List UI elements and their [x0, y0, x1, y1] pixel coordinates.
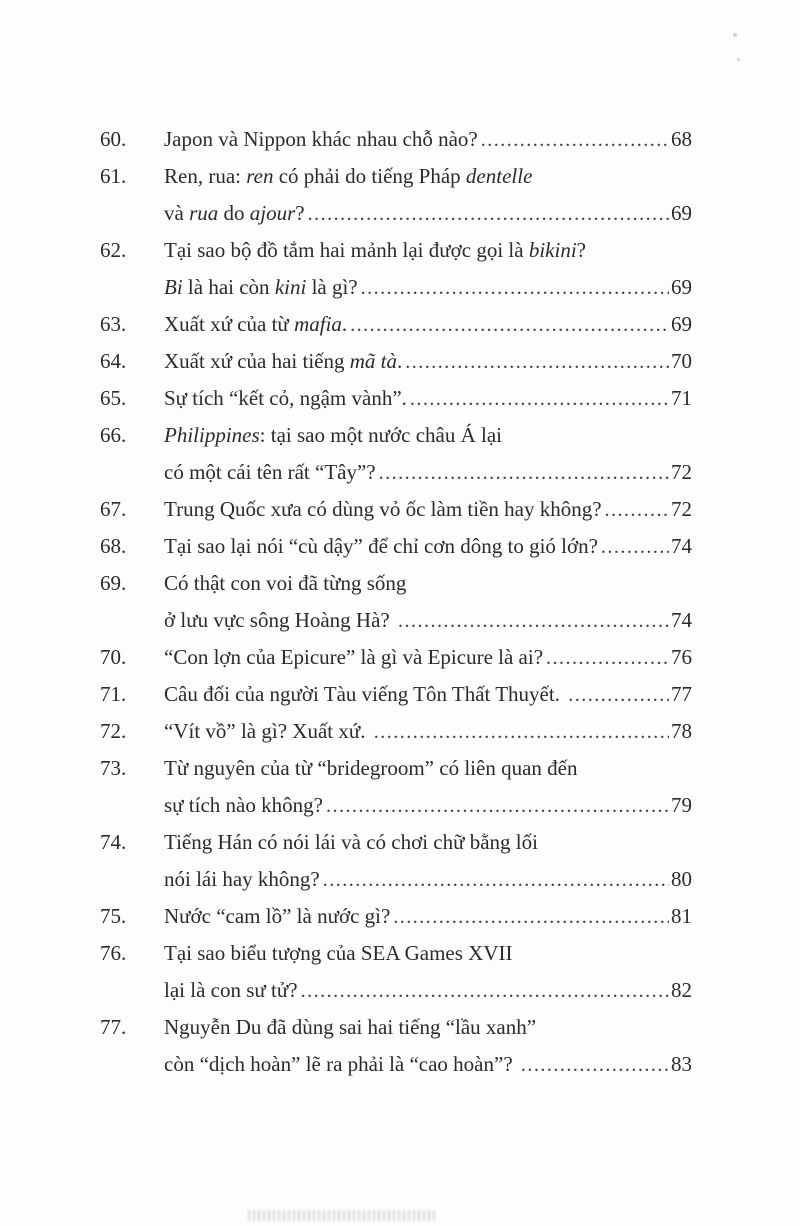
table-of-contents: [100, 121, 692, 1083]
toc-entry-content: [164, 232, 692, 306]
title-text: là hai còn: [182, 275, 275, 299]
dot-leader: [323, 861, 669, 898]
title-text: Tiếng Hán có nói lái và có chơi chữ bằng lối: [164, 830, 538, 854]
dot-leader: [301, 972, 669, 1009]
page-number: 79: [671, 793, 692, 817]
title-text: Nước “cam lồ” là nước gì?: [164, 904, 391, 928]
toc-line: [164, 565, 692, 602]
title-text: “Vít vồ” là gì? Xuất xứ.: [164, 719, 371, 743]
toc-entry-content: [164, 935, 692, 1009]
page-number: 82: [671, 978, 692, 1002]
toc-entry-content: [164, 158, 692, 232]
toc-entry-content: [164, 491, 692, 528]
toc-entry-content: [164, 121, 692, 158]
toc-entry-number: 69.: [100, 571, 127, 595]
page-number: 74: [671, 534, 692, 558]
page-number: 80: [671, 867, 692, 891]
toc-entry: [100, 380, 692, 417]
title-text: mã tà: [349, 349, 397, 373]
toc-line: [164, 1046, 692, 1083]
toc-entry-number: 76.: [100, 941, 127, 965]
toc-line: [164, 972, 692, 1009]
toc-entry-content: [164, 676, 692, 713]
toc-line: [164, 417, 692, 454]
title-text: rua: [189, 201, 219, 225]
scan-speck: [737, 58, 740, 61]
title-text: lại là con sư tử?: [164, 978, 298, 1002]
toc-line: [164, 343, 692, 380]
toc-line: [164, 861, 692, 898]
toc-line: [164, 195, 692, 232]
toc-entry: [100, 898, 692, 935]
toc-entry-number: 72.: [100, 719, 127, 743]
page-number: 69: [671, 312, 692, 336]
toc-entry-number: 63.: [100, 312, 127, 336]
toc-entry: [100, 158, 692, 232]
page-number: 76: [671, 645, 692, 669]
title-text: ajour: [249, 201, 296, 225]
toc-entry: [100, 824, 692, 898]
toc-entry-content: [164, 380, 692, 417]
title-text: Trung Quốc xưa có dùng vỏ ốc làm tiền hay không?: [164, 497, 602, 521]
toc-entry-number: 75.: [100, 904, 127, 928]
toc-entry: [100, 676, 692, 713]
dot-leader: [605, 491, 669, 528]
title-text: Nguyễn Du đã dùng sai hai tiếng “lầu xanh”: [164, 1015, 537, 1039]
title-text: .: [397, 349, 403, 373]
page-number: 81: [671, 904, 692, 928]
title-text: Từ nguyên của từ “bridegroom” có liên quan đến: [164, 756, 578, 780]
title-text: nói lái hay không?: [164, 867, 320, 891]
scan-speck: [733, 33, 737, 37]
title-text: sự tích nào không?: [164, 793, 323, 817]
toc-entry-number: 65.: [100, 386, 127, 410]
toc-line: [164, 787, 692, 824]
page-number: 72: [671, 497, 692, 521]
dot-leader: [393, 898, 669, 935]
page-number: 70: [671, 349, 692, 373]
title-text: ren: [246, 164, 274, 188]
toc-entry-content: [164, 306, 692, 343]
page-number: 78: [671, 719, 692, 743]
dot-leader: [308, 195, 669, 232]
title-text: Tại sao lại nói “cù dậy” để chỉ cơn dông to gió lớn?: [164, 534, 598, 558]
dot-leader: [350, 306, 669, 343]
toc-entry-content: [164, 639, 692, 676]
dot-leader: [481, 121, 669, 158]
toc-line: [164, 158, 692, 195]
title-text: Sự tích “kết cỏ, ngậm vành”.: [164, 386, 407, 410]
page-number: 74: [671, 608, 692, 632]
page-number: 68: [671, 127, 692, 151]
toc-entry: [100, 935, 692, 1009]
title-text: mafia: [294, 312, 342, 336]
title-text: dentelle: [465, 164, 533, 188]
dot-leader: [405, 343, 669, 380]
dot-leader: [398, 602, 669, 639]
toc-entry-number: 70.: [100, 645, 127, 669]
title-text: Xuất xứ của hai tiếng: [164, 349, 350, 373]
toc-entry-content: [164, 824, 692, 898]
title-text: ?: [576, 238, 586, 262]
title-text: ở lưu vực sông Hoàng Hà?: [164, 608, 395, 632]
dot-leader: [601, 528, 669, 565]
toc-line: [164, 639, 692, 676]
toc-entry: [100, 343, 692, 380]
toc-entry-content: [164, 528, 692, 565]
title-text: Có thật con voi đã từng sống: [164, 571, 407, 595]
title-text: và: [164, 201, 190, 225]
title-text: do: [218, 201, 250, 225]
toc-line: [164, 454, 692, 491]
toc-line: [164, 269, 692, 306]
dot-leader: [568, 676, 669, 713]
title-text: bikini: [528, 238, 577, 262]
title-text: Ren, rua:: [164, 164, 247, 188]
toc-entry: [100, 121, 692, 158]
page-number: 77: [671, 682, 692, 706]
toc-entry-content: [164, 1009, 692, 1083]
dot-leader: [546, 639, 669, 676]
toc-entry-content: [164, 565, 692, 639]
toc-entry: [100, 232, 692, 306]
toc-line: [164, 676, 692, 713]
title-text: Câu đối của người Tàu viếng Tôn Thất Thuyết.: [164, 682, 566, 706]
toc-entry-number: 71.: [100, 682, 127, 706]
toc-entry: [100, 713, 692, 750]
toc-entry-content: [164, 713, 692, 750]
title-text: là gì?: [306, 275, 358, 299]
title-text: còn “dịch hoàn” lẽ ra phải là “cao hoàn”?: [164, 1052, 518, 1076]
title-text: Tại sao biểu tượng của SEA Games XVII: [164, 941, 513, 965]
toc-entry: [100, 639, 692, 676]
toc-entry-content: [164, 417, 692, 491]
title-text: Bi: [164, 275, 183, 299]
toc-entry: [100, 1009, 692, 1083]
page-number: 72: [671, 460, 692, 484]
title-text: kini: [274, 275, 307, 299]
title-text: “Con lợn của Epicure” là gì và Epicure là ai?: [164, 645, 544, 669]
toc-entry: [100, 528, 692, 565]
page-number: 71: [671, 386, 692, 410]
cut-off-text-artifact: [248, 1210, 438, 1221]
dot-leader: [521, 1046, 669, 1083]
page-number: 83: [671, 1052, 692, 1076]
title-text: ?: [295, 201, 305, 225]
toc-line: [164, 935, 692, 972]
toc-line: [164, 528, 692, 565]
toc-entry: [100, 750, 692, 824]
toc-entry: [100, 491, 692, 528]
title-text: Japon và Nippon khác nhau chỗ nào?: [164, 127, 478, 151]
toc-entry: [100, 417, 692, 491]
toc-line: [164, 232, 692, 269]
toc-entry-number: 64.: [100, 349, 127, 373]
toc-line: [164, 491, 692, 528]
toc-entry-number: 67.: [100, 497, 127, 521]
toc-line: [164, 602, 692, 639]
toc-entry-number: 61.: [100, 164, 127, 188]
toc-entry-content: [164, 898, 692, 935]
toc-line: [164, 898, 692, 935]
toc-line: [164, 824, 692, 861]
toc-entry-content: [164, 750, 692, 824]
page-number: 69: [671, 201, 692, 225]
dot-leader: [374, 713, 669, 750]
toc-entry-number: 60.: [100, 127, 127, 151]
dot-leader: [379, 454, 669, 491]
toc-entry-number: 62.: [100, 238, 127, 262]
title-text: có một cái tên rất “Tây”?: [164, 460, 376, 484]
page-number: 69: [671, 275, 692, 299]
toc-line: [164, 121, 692, 158]
toc-entry: [100, 565, 692, 639]
toc-entry-number: 66.: [100, 423, 127, 447]
toc-line: [164, 380, 692, 417]
toc-entry: [100, 306, 692, 343]
toc-entry-number: 77.: [100, 1015, 127, 1039]
title-text: .: [341, 312, 348, 336]
dot-leader: [410, 380, 669, 417]
toc-line: [164, 750, 692, 787]
toc-entry-number: 73.: [100, 756, 127, 780]
toc-entry-content: [164, 343, 692, 380]
toc-entry-number: 74.: [100, 830, 127, 854]
dot-leader: [361, 269, 669, 306]
title-text: Xuất xứ của từ: [164, 312, 295, 336]
title-text: có phải do tiếng Pháp: [273, 164, 466, 188]
toc-entry-number: 68.: [100, 534, 127, 558]
title-text: Tại sao bộ đồ tắm hai mảnh lại được gọi là: [164, 238, 529, 262]
title-text: : tại sao một nước châu Á lại: [259, 423, 503, 447]
title-text: Philippines: [164, 423, 260, 447]
dot-leader: [326, 787, 669, 824]
toc-line: [164, 1009, 692, 1046]
toc-line: [164, 713, 692, 750]
toc-line: [164, 306, 692, 343]
